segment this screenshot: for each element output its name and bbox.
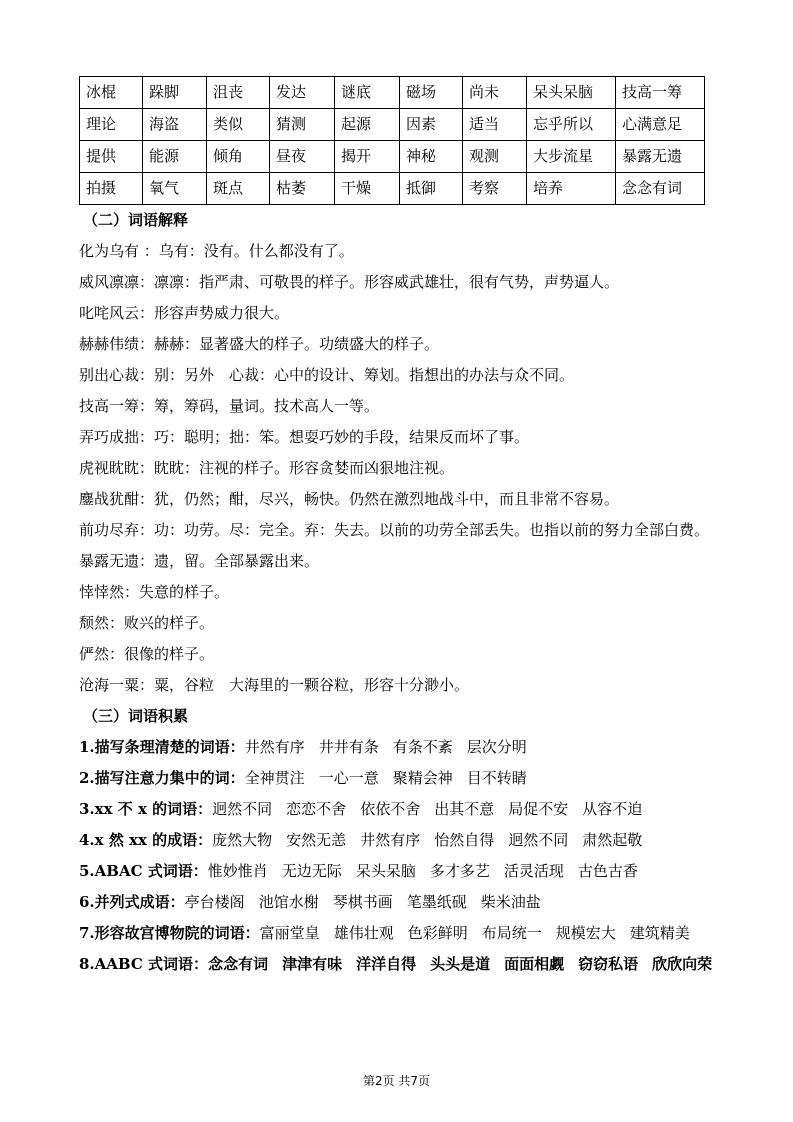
- table-cell: 类似: [207, 109, 270, 141]
- accumulation-word: 活灵活现: [503, 862, 564, 880]
- accumulation-word: 聚精会神: [392, 769, 453, 787]
- table-cell: 考察: [463, 173, 527, 205]
- accumulation-label: 4.x 然 xx 的成语：: [79, 831, 213, 849]
- accumulation-label: 5.ABAC 式词语：: [79, 862, 208, 880]
- table-cell: 神秘: [400, 141, 463, 173]
- explanation-line: 暴露无遗：遗，留。全部暴露出来。: [79, 552, 320, 570]
- accumulation-label: 8.AABC 式词语：: [79, 955, 209, 973]
- accumulation-item: [79, 918, 719, 949]
- explanation-line: 沧海一粟：粟，谷粒 大海里的一颗谷粒，形容十分渺小。: [79, 676, 470, 694]
- table-cell: 因素: [400, 109, 463, 141]
- accumulation-label: 1.描写条理清楚的词语：: [79, 738, 245, 756]
- accumulation-word: 全神贯注: [244, 769, 305, 787]
- main-content: [79, 205, 719, 980]
- accumulation-item: [79, 732, 719, 763]
- accumulation-word: 念念有词: [208, 955, 269, 973]
- accumulation-word: 池馆水榭: [258, 893, 319, 911]
- table-cell: 提供: [80, 141, 143, 173]
- table-cell: 观测: [463, 141, 527, 173]
- explanation-line: 弄巧成拙：巧：聪明；拙：笨。想耍巧妙的手段，结果反而坏了事。: [79, 428, 530, 446]
- table-cell: 揭开: [335, 141, 400, 173]
- accumulation-list: [79, 732, 719, 980]
- accumulation-word: 古色古香: [577, 862, 638, 880]
- accumulation-item: [79, 887, 719, 918]
- table-cell: 大步流星: [527, 141, 616, 173]
- accumulation-word: 富丽堂皇: [259, 924, 320, 942]
- accumulation-label: 7.形容故宫博物院的词语：: [79, 924, 260, 942]
- accumulation-word: 津津有味: [282, 955, 343, 973]
- accumulation-word: 庞然大物: [212, 831, 273, 849]
- accumulation-word: 建筑精美: [629, 924, 690, 942]
- accumulation-item: [79, 856, 719, 887]
- accumulation-item: [79, 825, 719, 856]
- accumulation-item: [79, 763, 719, 794]
- table-cell: 谜底: [335, 77, 400, 109]
- accumulation-word: 窃窃私语: [578, 955, 639, 973]
- explanation-line: 叱咤风云：形容声势威力很大。: [79, 304, 290, 322]
- table-cell: 拍摄: [80, 173, 143, 205]
- table-cell: 发达: [270, 77, 335, 109]
- accumulation-word: 迥然不同: [508, 831, 569, 849]
- accumulation-word: 目不转睛: [466, 769, 527, 787]
- table-cell: 沮丧: [207, 77, 270, 109]
- table-cell: 呆头呆脑: [527, 77, 616, 109]
- accumulation-word: 局促不安: [508, 800, 569, 818]
- explanation-line: 威风凛凛：凛凛：指严肃、可敬畏的样子。形容威武雄壮，很有气势，声势逼人。: [79, 273, 620, 291]
- accumulation-label: 6.并列式成语：: [79, 893, 185, 911]
- table-cell: 氧气: [143, 173, 207, 205]
- accumulation-word: 恋恋不舍: [286, 800, 347, 818]
- accumulation-word: 洋洋自得: [356, 955, 417, 973]
- accumulation-word: 井然有序: [244, 738, 305, 756]
- accumulation-label: 2.描写注意力集中的词：: [79, 769, 245, 787]
- accumulation-word: 依依不舍: [360, 800, 421, 818]
- accumulation-word: 井井有条: [318, 738, 379, 756]
- accumulation-word: 层次分明: [466, 738, 527, 756]
- table-cell: 抵御: [400, 173, 463, 205]
- accumulation-word: 呆头呆脑: [355, 862, 416, 880]
- table-cell: 冰棍: [80, 77, 143, 109]
- table-cell: 理论: [80, 109, 143, 141]
- table-cell: 跺脚: [143, 77, 207, 109]
- table-cell: 磁场: [400, 77, 463, 109]
- accumulation-word: 布局统一: [481, 924, 542, 942]
- accumulation-label: 3.xx 不 x 的词语：: [79, 800, 213, 818]
- section-title-accumulation: （三）词语积累: [83, 707, 189, 725]
- table-cell: 暴露无遗: [616, 141, 705, 173]
- explanation-list: [79, 236, 719, 701]
- table-row: [80, 141, 705, 173]
- table-row: [80, 77, 705, 109]
- table-cell: 倾角: [207, 141, 270, 173]
- accumulation-word: 雄伟壮观: [333, 924, 394, 942]
- page-footer: 第2页 共7页: [362, 1074, 431, 1088]
- accumulation-word: 琴棋书画: [332, 893, 393, 911]
- table-cell: 海盗: [143, 109, 207, 141]
- explanation-line: 前功尽弃：功：功劳。尽：完全。弃：失去。以前的功劳全部丢失。也指以前的努力全部白费。: [79, 521, 710, 539]
- table-cell: 昼夜: [270, 141, 335, 173]
- accumulation-word: 无边无际: [281, 862, 342, 880]
- vocabulary-table: [79, 76, 705, 205]
- accumulation-word: 色彩鲜明: [407, 924, 468, 942]
- accumulation-word: 多才多艺: [429, 862, 490, 880]
- accumulation-word: 惟妙惟肖: [207, 862, 268, 880]
- table-cell: 干燥: [335, 173, 400, 205]
- explanation-line: 别出心裁：别：另外 心裁：心中的设计、筹划。指想出的办法与众不同。: [79, 366, 575, 384]
- table-row: [80, 173, 705, 205]
- table-cell: 猜测: [270, 109, 335, 141]
- table-cell: 念念有词: [616, 173, 705, 205]
- explanation-line: 颓然：败兴的样子。: [79, 614, 215, 632]
- accumulation-item: [79, 794, 719, 825]
- table-cell: 适当: [463, 109, 527, 141]
- table-cell: 技高一筹: [616, 77, 705, 109]
- accumulation-word: 出其不意: [434, 800, 495, 818]
- accumulation-word: 规模宏大: [555, 924, 616, 942]
- table-cell: 忘乎所以: [527, 109, 616, 141]
- table-cell: 心满意足: [616, 109, 705, 141]
- accumulation-word: 面面相觑: [504, 955, 565, 973]
- table-cell: 斑点: [207, 173, 270, 205]
- explanation-line: 技高一筹：筹，筹码，量词。技术高人一等。: [79, 397, 380, 415]
- explanation-line: 俨然：很像的样子。: [79, 645, 215, 663]
- accumulation-word: 头头是道: [430, 955, 491, 973]
- explanation-line: 化为乌有 ：乌有：没有。什么都没有了。: [79, 242, 354, 260]
- accumulation-word: 怡然自得: [434, 831, 495, 849]
- explanation-line: 虎视眈眈：眈眈：注视的样子。形容贪婪而凶狠地注视。: [79, 459, 455, 477]
- table-cell: 尚未: [463, 77, 527, 109]
- accumulation-word: 井然有序: [360, 831, 421, 849]
- table-cell: 培养: [527, 173, 616, 205]
- table-cell: 起源: [335, 109, 400, 141]
- table-row: [80, 109, 705, 141]
- accumulation-word: 肃然起敬: [582, 831, 643, 849]
- accumulation-word: 一心一意: [318, 769, 379, 787]
- explanation-line: 悻悻然：失意的样子。: [79, 583, 230, 601]
- accumulation-word: 迥然不同: [212, 800, 273, 818]
- explanation-line: 鏖战犹酣：犹，仍然；酣，尽兴，畅快。仍然在激烈地战斗中，而且非常不容易。: [79, 490, 620, 508]
- accumulation-item: [79, 949, 719, 980]
- accumulation-word: 笔墨纸砚: [406, 893, 467, 911]
- section-title-explanations: （二）词语解释: [83, 211, 189, 229]
- table-cell: 能源: [143, 141, 207, 173]
- table-cell: 枯萎: [270, 173, 335, 205]
- explanation-line: 赫赫伟绩：赫赫：显著盛大的样子。功绩盛大的样子。: [79, 335, 440, 353]
- accumulation-word: 从容不迫: [582, 800, 643, 818]
- accumulation-word: 有条不紊: [392, 738, 453, 756]
- accumulation-word: 安然无恙: [286, 831, 347, 849]
- accumulation-word: 欣欣向荣: [652, 955, 713, 973]
- accumulation-word: 柴米油盐: [480, 893, 541, 911]
- accumulation-word: 亭台楼阁: [184, 893, 245, 911]
